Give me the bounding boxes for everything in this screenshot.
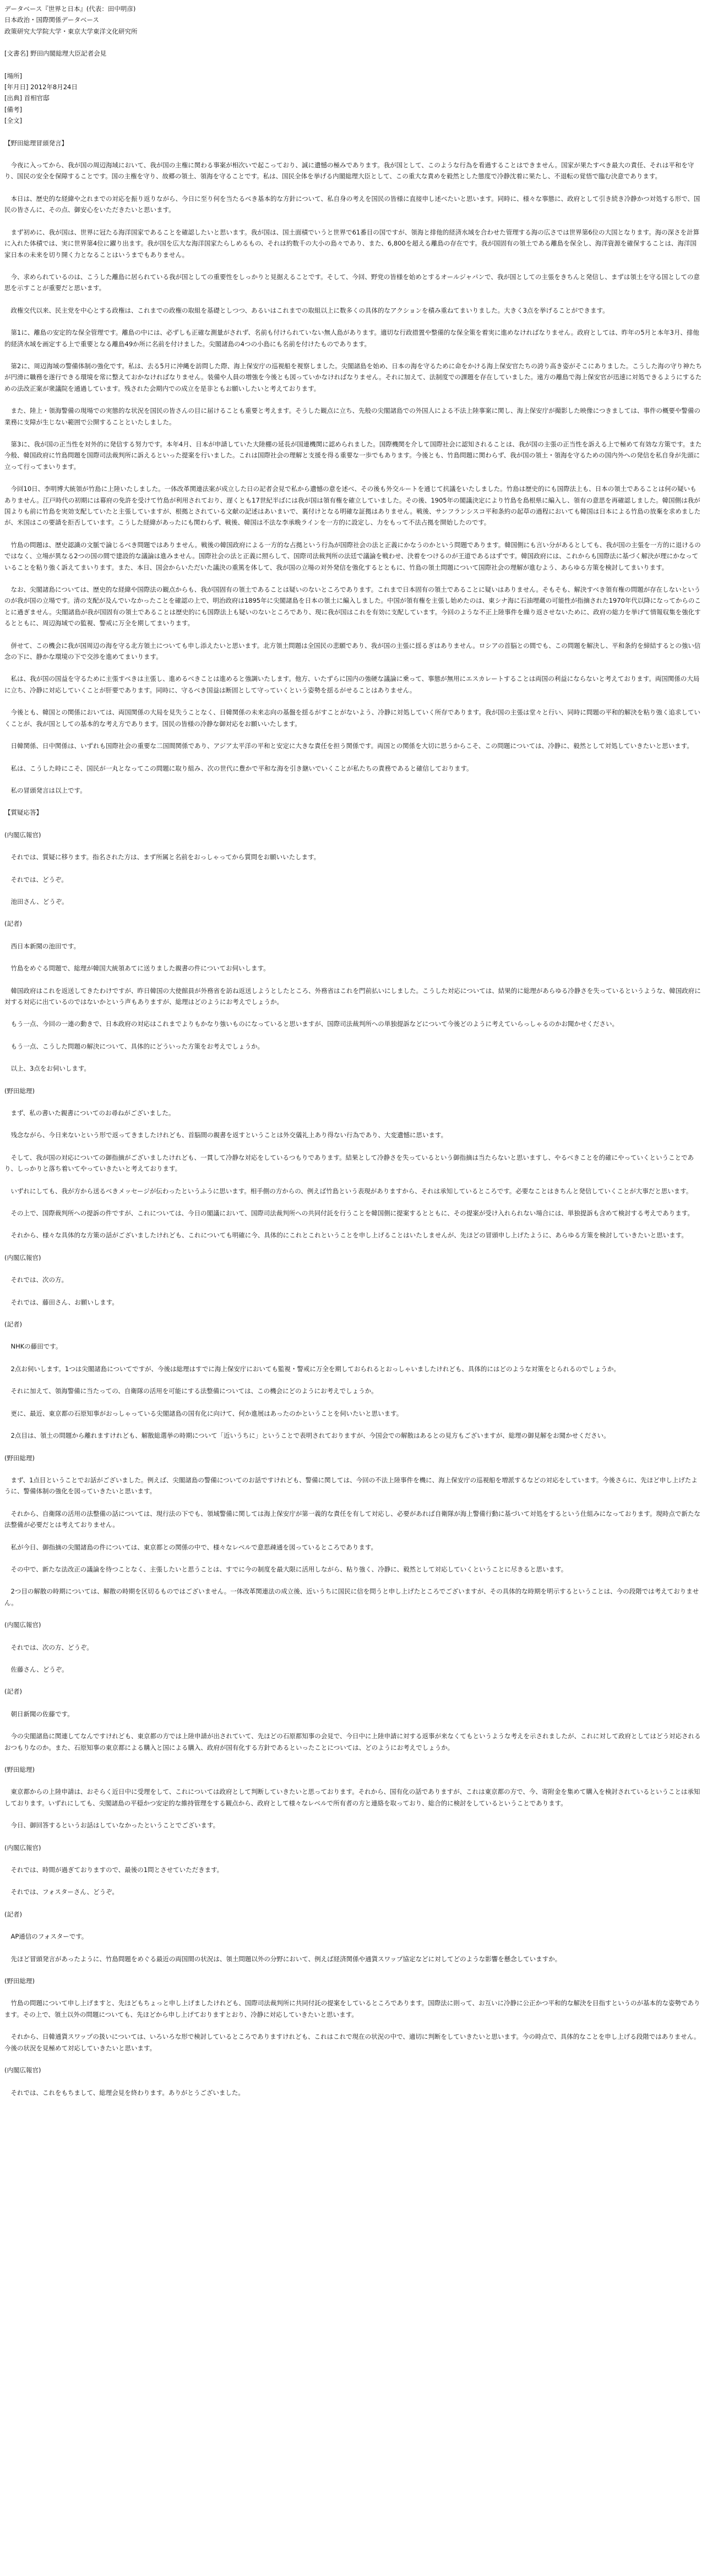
speech-line: もう一点、今回の一連の動きで、日本政府の対応はこれまでよりもかなり強いものになっていると思いますが、国際司法裁判所への単独提訴などについて今後どのように考えていらっしゃるのかお聞かせください。: [10, 1020, 619, 1028]
opening-paragraph: 今後とも、韓国との関係においては、両国関係の大局を見失うことなく、日韓関係の未来志向の基盤を揺るがすことがないよう、冷静に対処していく所存であります。我が国の主張は堂々と行い、同時に問題の平和的解決を粘り強く追求していくことが、我が国としての基本的な考え方であります。国民の皆様の冷静な御対応をお願いいたします。: [4, 708, 700, 728]
opening-paragraph: 竹島の問題は、歴史認識の文脈で論じるべき問題ではありません。戦後の韓国政府による一方的な占拠という行為が国際社会の法と正義にかなうのかという問題であります。韓国側にも言い分があるとしても、我が国の主張を一方的に退けるのではなく、立場が異なる2つの国の間で建設的な議論は進みません。国際社会の法と正義に照らして、国際司法裁判所の法廷で議論を戦わせ、決着をつけるのが王道であるはずです。韓国政府には、これからも国際法に基づく解決が理にかなっていることを粘り強く訴えてまいります。また、本日、国会からいただいた議決の重篤を体して、我が国の立場の対外発信を強化するとともに、竹島の領土問題について国際社会の理解が進むよう、あらゆる方策を検討してまいります。: [4, 541, 701, 571]
opening-paragraph: 日韓関係、日中関係は、いずれも国際社会の重要な二国間関係であり、アジア太平洋の平和と安定に大きな責任を担う関係です。両国との関係を大切に思うからこそ、この問題については、冷静に、毅然として対処していきたいと思います。: [10, 742, 693, 750]
speech-line: 韓国政府はこれを返送してきたわけですが、昨日韓国の大使館員が外務省を訪ね返送しようとしたところ、外務省はこれを門前払いにしました。こうした対応については、結果的に総理があらゆる冷静さを失っているというような、韓国政府に対する対応に出ているのではないかという声もありますが、総理はどのようにお考えでしょうか。: [4, 986, 701, 1006]
speech-line: その上で、国際裁判所への提訴の件ですが、これについては、今日の閣議において、国際司法裁判所への共同付託を行うことを韓国側に提案するとともに、その提案が受け入れられない場合には、単独提訴も含めて検討する考えであります。: [10, 1209, 694, 1218]
document-meta: [4, 70, 703, 127]
speech-line: それでは、藤田さん、お願いします。: [10, 1298, 118, 1306]
speech-line: それから、自衛隊の活用の法整備の話については、現行法の下でも、領域警備に関しては海上保安庁が第一義的な責任を有して対応し、必要があれば自衛隊が海上警備行動に基づいて対処をするという仕組みになっております。現時点で新たな法整備が必要だとは考えておりません。: [4, 1509, 700, 1529]
speech-line: 東京都からの上陸申請は、おそらく近日中に受理をして、これについては政府として判断していきたいと思っております。それから、国有化の話でありますが、これは東京都の方で、今、寄附金を集めて購入を検討されているということは承知しております。いずれにしても、尖閣諸島の平穏かつ安定的な維持管理をする観点から、政府として様々なレベルで所有者の方と連絡を取っており、総合的に検討をしているということであります。: [4, 1788, 700, 1807]
qa-block: [4, 2065, 703, 2098]
opening-paragraph: 本日は、歴史的な経緯や之れまでの対応を振り返りながら、今日に至り何を当たるべき基本的な方針について、私自身の考えを国民の皆様に直接申し述べたいと思います。同時に、様々な事態に、政府として引き続き冷静かつ対処する形で、国民の皆さんに、その点、御安心をいただきたいと思います。: [4, 194, 700, 214]
speech-line: 2つ目の解散の時期については、解散の時期を区切るものではございません。一体改革関連法の成立後、近いうちに国民に信を問うと申し上げたところでございますが、その具体的な時期を明示するということは、今の段階では考えておりません。: [4, 1587, 699, 1607]
speaker-label: (野田総理): [4, 1766, 35, 1773]
qa-block: [4, 1764, 703, 1831]
speech-line: それから、様々な具体的な方策の話がございましたけれども、これについても明確に今、具体的にこれとこれということを申し上げることはいたしませんが、先ほどの冒頭申し上げたように、あらゆる方策を検討していきたいと思います。: [10, 1231, 688, 1240]
opening-paragraph: 併せて、この機会に我が国周辺の海を守る北方領土についても申し添えたいと思います。北方領土問題は全国民の悲願であり、我が国の主張に揺るぎはありません。ロシアの首脳との間でも、この問題を解決し、平和条約を締結するとの強い信念の下に、静かな環境の下で交渉を進めてまいります。: [4, 641, 701, 661]
speech-line: 朝日新聞の佐藤です。: [10, 1710, 74, 1718]
speech-line: もう一点、こうした問題の解決について、具体的にどういった方策をお考えでしょうか。: [10, 1042, 264, 1050]
meta-source: [出典] 首相官邸: [4, 94, 50, 102]
speech-line: それでは、これをもちまして、総理会見を終わります。ありがとうございました。: [10, 2088, 244, 2097]
speech-line: 私が今日、御指摘の尖閣諸島の件については、東京都との関係の中で、様々なレベルで意思疎通を図っているところであります。: [10, 1543, 377, 1551]
opening-paragraph: 今夜に入ってから、我が国の周辺海域において、我が国の主権に関わる事案が相次いで起こっており、誠に遺憾の極みであります。我が国として、このような行為を看過することはできません。国家が果たすべき最大の責任、それは平和を守り、国民の安全を保障することです。国の主権を守り、故郷の領土、領海を守ることです。私は、国民全体を挙げる内閣総理大臣として、この重大な責めを毅然とした態度で冷静沈着に果たし、不退転の覚悟で臨む決意であります。: [4, 161, 694, 181]
speech-line: 池田さん、どうぞ。: [10, 897, 68, 905]
qa-block: [4, 1975, 703, 2054]
speaker-label: (内閣広報官): [4, 2066, 41, 2075]
speech-line: そして、我が国の対応についての御指摘がございましたけれども、一貫して冷静な対応をしているつもりであります。結果として冷静さを失っているという御指摘は当たらないと思いますし、やるべきことを的確にやっていくということであり、しっかりと落ち着いてやっていきたいと考えております。: [4, 1153, 694, 1173]
speech-line: 残念ながら、今日来ないという形で返ってきましたけれども、首脳間の親書を返すということは外交儀礼上あり得ない行為であり、大変遺憾に思います。: [10, 1131, 448, 1139]
opening-paragraph: 今回10日、李明博大統領が竹島に上陸いたしました。一体改革関連法案が成立した日の記者会見で私から遺憾の意を述べ、その後も外交ルートを通じて抗議をいたしました。竹島は歴史的にも国際法上も、日本の領土であることは何の疑いもありません。江戸時代の初期には幕府の免許を受けて竹島が利用されており、遅くとも17世紀半ばには我が国は領有権を確立していました。その後、1905年の閣議決定により竹島を島根県に編入し、領有の意思を再確認しました。韓国側は我が国よりも前に竹島を実効支配していたと主張していますが、根拠とされている文献の記述はあいまいで、裏付けとなる明確な証拠はありません。戦後、サンフランシスコ平和条約の起草の過程においても韓国は日本による竹島の放棄を求めましたが、米国はこの要請を拒否しています。こうした経緯があったにも関わらず、戦後、韓国は不法な李承晩ラインを一方的に設定し、力をもって不法占拠を開始したのです。: [4, 485, 701, 527]
header-line: データベース『世界と日本』(代表：田中明彦): [4, 5, 136, 13]
meta-notes: [備考]: [4, 105, 22, 113]
speaker-label: (内閣広報官): [4, 1253, 41, 1262]
speech-line: 先ほど冒頭発言があったように、竹島問題をめぐる最近の両国間の状況は、領土問題以外の分野において、例えば経済関係や通貨スワップ協定などに対してどのような影響を懸念していますか。: [10, 1955, 562, 1963]
qa-block: [4, 1842, 703, 1898]
header-line: 日本政治・国際関係データベース: [4, 16, 99, 24]
qa-block: [4, 1686, 703, 1753]
qa-block: [4, 1619, 703, 1675]
section-title-opening: 【野田総理冒頭発言】: [4, 139, 68, 147]
speech-line: それでは、次の方。: [10, 1276, 68, 1284]
speech-line: 今の尖閣諸島に関連してなんですけれども、東京都の方では上陸申請が出されていて、先ほどの石原都知事の会見で、今日中に上陸申請に対する返事が来なくてもというような考えを示されましたが、これに対して政府としてはどう対応されるおつもりなのか。また、石原知事の東京都による購入と国による購入、政府が国有化する方針であるといったことについては、どのようにお考えでしょうか。: [4, 1732, 701, 1751]
speech-line: 竹島をめぐる問題で、総理が韓国大統領あてに送りました親書の件についてお伺いします。: [10, 964, 270, 973]
opening-paragraph: 私は、こうした時にこそ、国民が一丸となってこの問題に取り組み、次の世代に豊かで平和な海を引き継いでいくことが私たちの責務であると確信しております。: [10, 764, 473, 772]
speaker-label: (野田総理): [4, 1454, 35, 1462]
speech-line: それでは、質疑に移ります。指名された方は、まず所属と名前をおっしゃってから質問をお願いいたします。: [10, 853, 320, 861]
speech-line: 佐藤さん、どうぞ。: [10, 1665, 68, 1673]
speech-line: その中で、新たな法改正の議論を待つことなく、主張したいと思うことは、すでに今の制度を最大限に活用しながら、粘り強く、冷静に、毅然として対応していくということに尽きると思います。: [10, 1565, 568, 1573]
opening-paragraph: 第1に、離島の安定的な保全管理です。離島の中には、必ずしも正確な測量がされず、名前も付けられていない無人島があります。適切な行政措置や整備的な保全策を着実に進めなければなりません。政府としては、昨年の5月と本年3月、排他的経済水域を画定する上で重要となる離島49か所に名前を付けました。尖閣諸島の4つの小島にも名前を付けたものであります。: [4, 329, 699, 348]
speech-line: それでは、時間が過ぎておりますので、最後の1問とさせていただきます。: [10, 1866, 224, 1874]
closing-line: 私の冒頭発言は以上です。: [10, 786, 86, 794]
database-header: [4, 3, 703, 37]
speaker-label: (記者): [4, 1688, 22, 1696]
opening-paragraph: また、陸上・領海警備の現場での実態的な状況を国民の皆さんの目に届けることも重要と考えます。そうした観点に立ち、先般の尖閣諸島での外国人による不法上陸事案に関し、海上保安庁が撮影した映像につきましては、事件の概要や警備の業務に支障が生じない範囲で公開することといたしました。: [4, 407, 700, 426]
qa-block: [4, 1453, 703, 1609]
meta-fulltext: [全文]: [4, 117, 22, 125]
opening-paragraph: 政権交代以来、民主党を中心とする政権は、これまでの政権の取組を基礎としつつ、あるいはこれまでの取組以上に数多くの具体的なアクションを積み重ねてまいりました。大きく3点を挙げることができます。: [10, 306, 609, 314]
speaker-label: (内閣広報官): [4, 1843, 41, 1852]
speech-line: 以上、3点をお伺いします。: [10, 1065, 90, 1073]
speech-line: 2点お伺いします。1つは尖閣諸島についてですが、今後は総理はすでに海上保安庁においても監視・警戒に万全を期しておられるとおっしゃいましたけれども、具体的にはどのような対策をとられるのでしょうか。: [10, 1365, 620, 1373]
section-title-qa: 【質疑応答】: [4, 809, 42, 817]
opening-paragraph: まず初めに、我が国は、世界に冠たる海洋国家であることを確認したいと思います。我が国は、国土面積でいうと世界で61番目の国ですが、領海と排他的経済水域を合わせた管理する海の広さでは世界第6位の大国となります。海の深さを計算に入れた体積では、実に世界第4位に躍り出ます。我が国を広大な海洋国家たらしめるもの、それは約数千の大小の島々であり、また、6,800を超える離島の存在です。我が国固有の領土である離島を保全し、海洋資源を確保することは、海洋国家日本の未来を切り開く力となることはいうまでもありません。: [4, 228, 700, 259]
meta-place: [場所]: [4, 72, 22, 80]
qa-block: [4, 1319, 703, 1441]
opening-paragraph: 第2に、周辺海域の警備体制の強化です。私は、去る5月に沖縄を訪問した際、海上保安庁の巡視船を視察しました。尖閣諸島を始め、日本の海を守るために命をかける海上保安官たちの誇り高き姿がそこにありました。こうした海の守り神たちが円滑に職務を遂行できる環境を常に整えておかなければなりません。装備や人員の増強を今後とも図っていかなければなりません。それに加えて、法制度での課題を存在していました。遠方の離島で海上保安官が迅速に対処できるようにするための法改正案が衆議院を通過しています。残された会期内での成立を是非ともお願いしたいと考えております。: [4, 362, 702, 392]
speech-line: 竹島の問題について申し上げますと、先ほどもちょっと申し上げましたけれども、国際司法裁判所に共同付託の提案をしているところであります。国際法に則って、お互いに冷静に公正かつ平和的な解決を目指すというのが基本的な姿勢であります。その上で、領土以外の問題についても、先ほどから申し上げておりますとおり、冷静に対応していきたいと思います。: [4, 1999, 700, 2018]
speech-line: それでは、どうぞ。: [10, 875, 68, 883]
speaker-label: (内閣広報官): [4, 831, 41, 839]
speech-line: まず、私の書いた親書についてのお尋ねがございました。: [10, 1109, 175, 1117]
speech-line: 更に、最近、東京都の石原知事がおっしゃっている尖閣諸島の国有化に向けて、何か進展はあったのかということを伺いたいと思います。: [10, 1409, 403, 1417]
speech-line: AP通信のフォスターです。: [10, 1933, 88, 1941]
speech-line: それに加えて、領海警備に当たっての、自衛隊の活用を可能にする法整備については、この機会にどのようにお考えでしょうか。: [10, 1387, 378, 1395]
header-line: 政策研究大学院大学・東京大学東洋文化研究所: [4, 27, 138, 35]
speech-line: 今日、御回答するというお話はしていなかったということでございます。: [10, 1821, 220, 1830]
speech-line: それから、日韓通貨スワップの扱いについては、いろいろな形で検討しているところでありますけれども、これはこれで現在の状況の中で、適切に判断をしていきたいと思います。今の時点で、具体的なことを申し上げる段階ではありません。今後の状況を見極めて対応していきたいと思います。: [4, 2033, 700, 2052]
opening-statement: [4, 160, 703, 774]
qa-section: [4, 829, 703, 2098]
speech-line: いずれにしても、我が方から送るべきメッセージが伝わったというふうに思います。相手側の方からの、例えば竹島という表現がありますから、それは承知しているところです。必要なことはきちんと発信していくことが大事だと思います。: [10, 1187, 693, 1195]
speaker-label: (野田総理): [4, 1087, 35, 1095]
qa-block: [4, 829, 703, 908]
document-name: [文書名] 野田内閣総理大臣記者会見: [4, 50, 107, 58]
speaker-label: (内閣広報官): [4, 1621, 41, 1629]
speaker-label: (記者): [4, 1910, 22, 1918]
speech-line: NHKの藤田です。: [10, 1342, 62, 1351]
qa-block: [4, 1909, 703, 1964]
opening-paragraph: 第3に、我が国の正当性を対外的に発信する努力です。本年4月、日本が申請していた大陸棚の延長が国連機関に認められました。国際機関を介して国際社会に認知されることは、我が国の主張の正当性を訴える上で極めて有効な方策です。また今般、韓国政府に竹島問題を国際司法裁判所に訴えるといった提案を行いました。これは国際社会の理解と支援を得る重要な一歩でもあります。今後とも、竹島問題に関わらず、我が国の領土・領海を守るための国内外への発信を私自身が先頭に立って行ってまいります。: [4, 440, 702, 471]
speech-line: それでは、次の方、どうぞ。: [10, 1643, 93, 1651]
speaker-label: (記者): [4, 1320, 22, 1329]
opening-paragraph: 今、求められているのは、こうした離島に居られている我が国としての重要性をしっかりと見据えることです。そして、今回、野党の皆様を始めとするオールジャパンで、我が国としての主張をきちんと発信し、まずは領土を守る国としての意思を示すことが重要だと思います。: [4, 272, 700, 292]
speaker-label: (野田総理): [4, 1977, 35, 1985]
opening-paragraph: 私は、我が国の国益を守るために主張すべきは主張し、進めるべきことは進めると強調いたします。他方、いたずらに国内の強硬な議論に乗って、事態が無用にエスカレートすることは両国の利益にならないと考えております。両国関係の大局に立ち、冷静に対応していくことが肝要であります。同時に、守るべき国益は断固として守っていくという姿勢を揺るがせることはありません。: [4, 675, 700, 694]
qa-block: [4, 1252, 703, 1308]
opening-paragraph: なお、尖閣諸島については、歴史的な経緯や国際法の観点からも、我が国固有の領土であることは疑いのないところであります。これまで日本固有の領土であることに疑いはありません。そもそも、解決すべき領有権の問題が存在しないというのが我が国の立場です。清の支配が及んでいなかったことを確認の上で、明治政府は1895年に尖閣諸島を日本の領土に編入しました。中国が領有権を主張し始めたのは、東シナ海に石油埋蔵の可能性が指摘された1970年代以降になってからのことに過ぎません。尖閣諸島が我が国固有の領土であることは歴史的にも国際法上も疑いのないところであり、現に我が国はこれを有効に支配しています。今回のような不正上陸事件を繰り返させないために、政府の総力を挙げて情報収集を強化するとともに、周辺海域での監視、警戒に万全を期してまいります。: [4, 586, 701, 627]
speech-line: それでは、フォスターさん、どうぞ。: [10, 1888, 118, 1896]
qa-block: [4, 1085, 703, 1241]
speech-line: まず、1点目ということでお話がございました。例えば、尖閣諸島の警備についてのお話ですけれども、警備に関しては、今回の不法上陸事件を機に、海上保安庁の巡視船を増派するなどの対応をしています。今後さらに、先ほど申し上げたように、警備体制の強化を図っていきたいと思います。: [4, 1476, 698, 1496]
qa-block: [4, 918, 703, 1074]
speech-line: 西日本新聞の池田です。: [10, 942, 80, 950]
speech-line: 2点目は、領土の問題から離れますけれども、解散総選挙の時期について「近いうちに」ということで表明されておりますが、今国会での解散はあるとの見方もございますが、総理の御見解をお聞かせください。: [10, 1432, 610, 1440]
meta-date: [年月日] 2012年8月24日: [4, 83, 78, 91]
speaker-label: (記者): [4, 920, 22, 928]
